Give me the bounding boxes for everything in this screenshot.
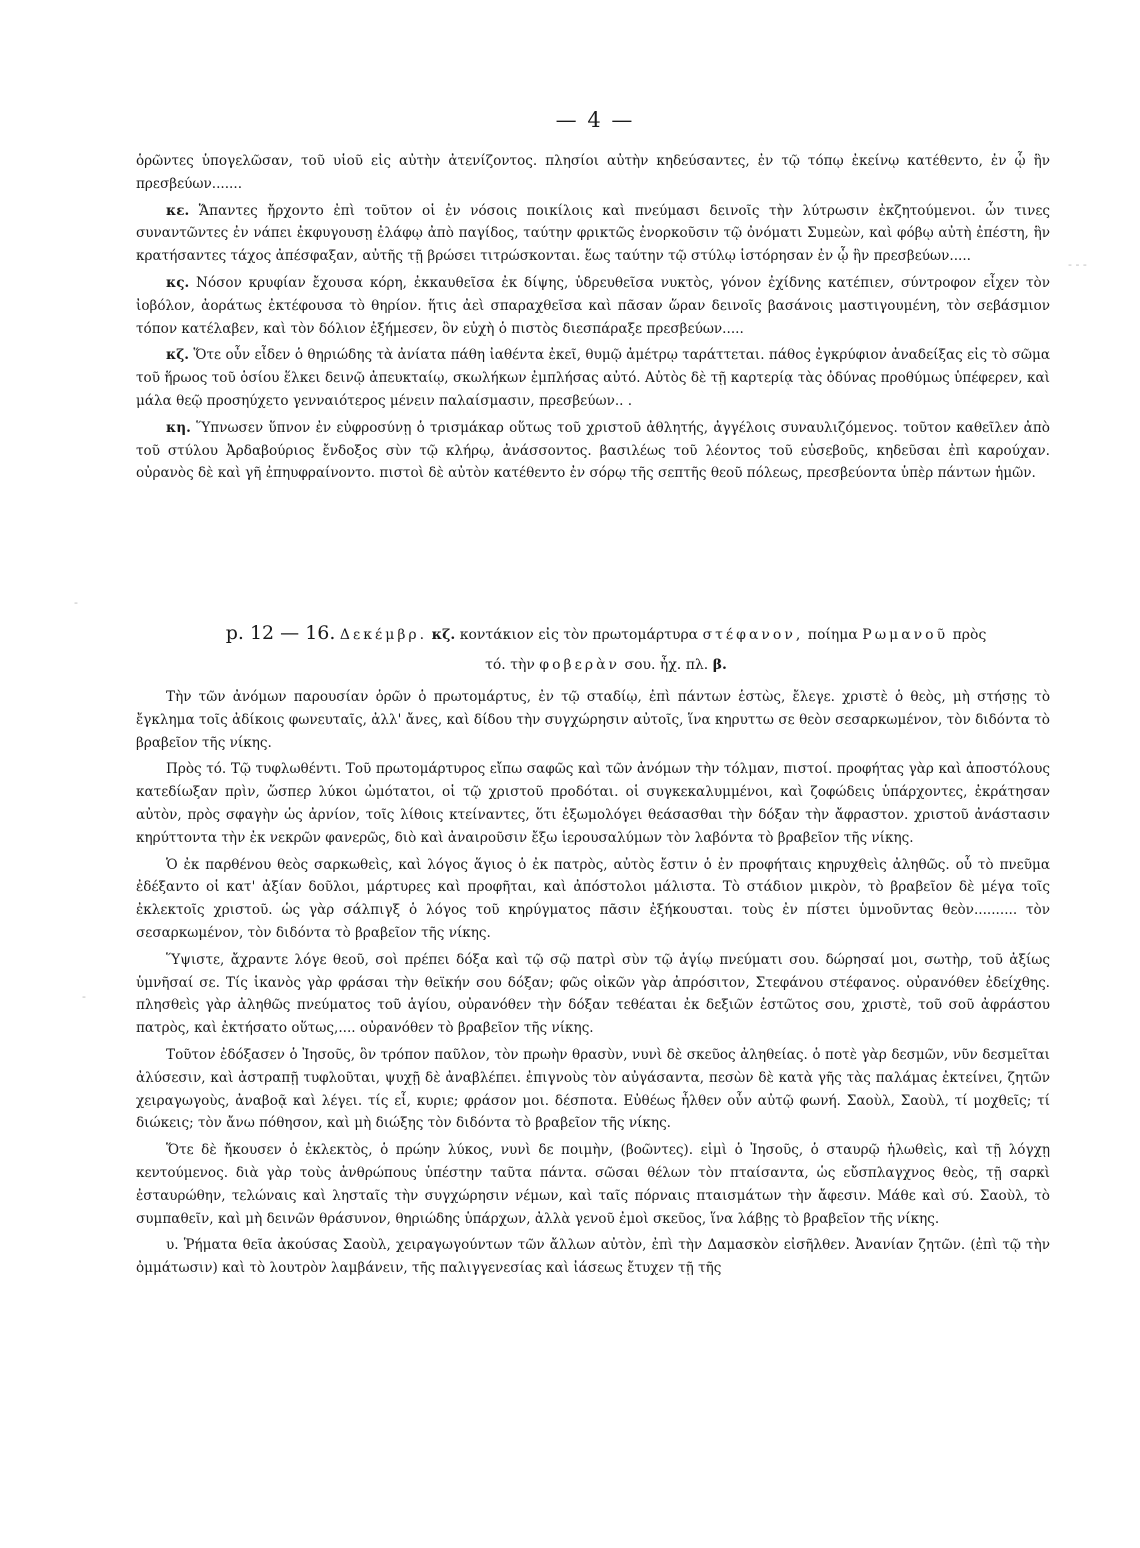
model-hymn: φοβερὰν	[539, 657, 621, 673]
heading-line-one	[176, 618, 1036, 650]
stanza: υ. Ῥήματα θεῖα ἀκούσας Σαοὺλ, χειραγωγούντων τῶν ἄλλων αὐτὸν, ἐπὶ τὴν Δαμασκὸν εἰσῆλθεν. Ἀνανίαν ζητῶν. (ἐπὶ τῷ τὴν ὀμμάτωσιν) καὶ τὸ λουτρὸν λαμβάνειν, τῆς παλιγγενεσίας καὶ ἰάσεως ἔτυχεν τῇ τῆς	[136, 1237, 1050, 1277]
tone-number: β.	[712, 657, 727, 673]
paragraph-ks	[136, 272, 1050, 340]
paragraph-ke	[136, 200, 1050, 268]
paragraph-kh	[136, 417, 1050, 485]
page-reference: p. 12 — 16.	[225, 622, 336, 644]
stanza: Ὁ ἐκ παρθένου θεὸς σαρκωθεὶς, καὶ λόγος ἅγιος ὁ ἐκ πατρὸς, αὐτὸς ἔστιν ὁ ἐν προφήταις κηρυχθεὶς ἀληθῶς. οὗ τὸ πνεῦμα ἐδέξαντο οἱ κατ' ἀξίαν δοῦλοι, μάρτυρες καὶ προφῆται, καὶ ἀπόστολοι μάλιστα. Τὸ στάδιον μικρὸν, τὸ βραβεῖον δὲ μέγα τοῖς ἐκλεκτοῖς χριστοῦ. ὡς γὰρ σάλπιγξ ὁ λόγος τοῦ κηρύγματος πᾶσιν ἐξήκουσται. τοὺς ἐν πίστει ὑμνοῦντας θεὸν.......... τὸν σεσαρκωμένον, τὸν διδόντα τὸ βραβεῖον τῆς νίκης.	[136, 856, 1050, 941]
day-number: κζ.	[431, 627, 456, 643]
stanza: Ὕψιστε, ἄχραντε λόγε θεοῦ, σοὶ πρέπει δόξα καὶ τῷ σῷ πατρὶ σὺν τῷ ἁγίῳ πνεύματι σου. δώρησαί μοι, σωτὴρ, τοῦ ἀξίως ὑμνῆσαί σε. Τίς ἱκανὸς γὰρ φράσαι τὴν θεϊκήν σου δόξαν; φῶς οἰκῶν γὰρ ἀπρόσιτον, Στεφάνου στέφανος. οὐρανόθεν ἐδείχθης. πλησθεὶς γὰρ ἀληθῶς πνεύματος τοῦ ἁγίου, οὐρανόθεν τὴν δόξαν τεθέαται ἐκ δεξιῶν ἑστῶτος σου, χριστὲ, τοῦ σοῦ ἀφράστου πατρὸς, καὶ ἐκτήσατο οὕτως,.... οὐρανόθεν τὸ βραβεῖον τῆς νίκης.	[136, 951, 1050, 1037]
paragraph-number: κζ.	[166, 347, 189, 364]
stanza: Ὅτε δὲ ἤκουσεν ὁ ἐκλεκτὸς, ὁ πρώην λύκος, νυνὶ δε ποιμὴν, (βοῶντες). εἰμὶ ὁ Ἰησοῦς, ὁ σταυρῷ ἡλωθεὶς, καὶ τῇ λόγχῃ κεντούμενος. διὰ γὰρ τοὺς ἀνθρώπους ὑπέστην ταῦτα πάντα. σῶσαι θέλων τὸν πταίσαντα, ὡς εὔσπλαγχνος θεὸς, τῇ σαρκὶ ἐσταυρώθην, τελώναις καὶ λησταῖς τὴν συγχώρησιν νέμων, καὶ ταῖς πόρναις πταισμάτων τὴν ἄφεσιν. Μάθε καὶ σύ. Σαοὺλ, τὸ συμπαθεῖν, καὶ μὴ δεινῶν θράσυνον, θηριώδης ὑπάρχων, ἀλλὰ γενοῦ ἐμοὶ σκεῦος, ἵνα λάβῃς τὸ βραβεῖον τῆς νίκης.	[136, 1142, 1050, 1227]
author-name: Ρωμανοῦ	[862, 627, 949, 643]
section-two	[136, 686, 1050, 1284]
heading-text-c: πρὸς	[952, 627, 987, 643]
margin-mark: -	[74, 596, 78, 609]
heading-line-two	[176, 650, 1036, 680]
heading-line2-b: σου. ἦχ. πλ.	[624, 657, 709, 673]
paragraph-number: κε.	[166, 202, 190, 219]
paragraph-number: κη.	[166, 419, 191, 436]
paragraph-text: Νόσον κρυφίαν ἔχουσα κόρη, ἐκκαυθεῖσα ἐκ δίψης, ὑδρευθεῖσα νυκτὸς, γόνον ἐχίδνης κατέπιεν, σύντροφον εἶχεν τὸν ἰοβόλον, ἀοράτως ἐκτέφουσα τὸ θηρίον. ἥτις ἀεὶ σπαραχθεῖσα καὶ πᾶσαν ὥραν δεινοῖς βασάνοις μαστιγουμένη, τὸν σεβάσμιον τόπον κατέλαβεν, καὶ τὸν δόλιον ἐξήμεσεν, ὃν εὐχὴ ὁ πιστὸς διεσπάραξε πρεσβεύων.....	[136, 274, 1050, 337]
heading-text-b: ποίημα	[807, 627, 858, 643]
page-number: — 4 —	[555, 108, 635, 132]
stanza: Τοῦτον ἐδόξασεν ὁ Ἰησοῦς, ὃν τρόπον παῦλον, τὸν πρωὴν θρασὺν, νυνὶ δὲ σκεῦος ἀληθείας. ὁ ποτὲ γὰρ δεσμῶν, νῦν δεσμεῖται ἀλύσεσιν, καὶ ἀστραπῇ τυφλοῦται, ψυχῇ δὲ ἀναβλέπει. ἐπιγνοὺς τὸν αὐγάσαντα, πεσὼν δὲ κατὰ γῆς τὰς παλάμας ἐκτείνει, ζητῶν χειραγωγοὺς, ἀναβοᾷ καὶ λέγει. τίς εἶ, κυριε; φράσον μοι. δέσποτα. Εὐθέως ἦλθεν οὖν αὐτῷ φωνή. Σαοὺλ, Σαοὺλ, τί μοχθεῖς; τί διώκεις; τὸν ἄνω πόθησον, καὶ μὴ διώξης τὸν διδόντα τὸ βραβεῖον τῆς νίκης.	[136, 1046, 1050, 1132]
stanza: Τὴν τῶν ἀνόμων παρουσίαν ὁρῶν ὁ πρωτομάρτυς, ἐν τῷ σταδίῳ, ἐπὶ πάντων ἑστὼς, ἔλεγε. χριστὲ ὁ θεὸς, μὴ στήσῃς τὸ ἔγκλημα τοῖς ἀδίκοις φωνευταῖς, ἀλλ' ἄνες, καὶ δίδου τὴν συγχώρησιν αὐτοῖς, ἵνα κηρυττω σε θεὸν σεσαρκωμένον, τὸν διδόντα τὸ βραβεῖον τῆς νίκης.	[136, 689, 1050, 751]
month: Δεκέμβρ.	[339, 627, 428, 643]
heading-text-a: κοντάκιον εἰς τὸν πρωτομάρτυρα	[459, 627, 699, 643]
paragraph-number: κς.	[166, 274, 190, 291]
paragraph-kz	[136, 344, 1050, 412]
section-one	[136, 150, 1050, 489]
saint-name: στέφανον,	[702, 627, 804, 643]
heading-line2-a: τό. τὴν	[485, 657, 535, 673]
margin-mark: -	[82, 990, 86, 1003]
paragraph-text: Ὅτε οὖν εἶδεν ὁ θηριώδης τὰ ἀνίατα πάθη ἰαθέντα ἐκεῖ, θυμῷ ἀμέτρῳ ταράττεται. πάθος ἐγκρύφιον ἀναδείξας εἰς τὸ σῶμα τοῦ ἥρωος τοῦ ὁσίου ἕλκει δεινῷ ἀπευκταίῳ, σκωλήκων ἐμπλήσας αὐτό. Αὐτὸς δὲ τῇ καρτερίᾳ τὰς ὀδύνας προθύμως ὑπέφερεν, καὶ μάλα θεῷ προσηύχετο γενναιότερος μένειν παλαίσμασιν, πρεσβεύων.. .	[136, 347, 1051, 409]
opening-line: ὁρῶντες ὑπογελῶσαν, τοῦ υἱοῦ εἰς αὐτὴν ἀτενίζοντος. πλησίοι αὐτὴν κηδεύσαντες, ἐν τῷ τόπῳ ἐκείνῳ κατέθεντο, ἐν ᾧ ἣν πρεσβεύων.......	[136, 153, 1050, 192]
paragraph-text: Ὕπνωσεν ὕπνον ἐν εὐφροσύνῃ ὁ τρισμάκαρ οὕτως τοῦ χριστοῦ ἀθλητής, ἀγγέλοις συναυλιζόμενος. τοῦτον καθεῖλεν ἀπὸ τοῦ στύλου Ἀρδαβούριος ἔνδοξος σὺν τῷ κλήρῳ, ἀνάσσοντος. βασιλέως τοῦ λέοντος τοῦ εὐσεβοῦς, κηδεῦσαι ἐπὶ καρούχαν. οὐρανὸς δὲ καὶ γῆ ἐπηυφραίνοντο. πιστοὶ δὲ αὐτὸν κατέθεντο ἐν σόρῳ τῆς σεπτῆς θεοῦ πόλεως, πρεσβεύοντα ὑπὲρ πάντων ἡμῶν.	[136, 419, 1050, 482]
paragraph-text: Ἅπαντες ἤρχοντο ἐπὶ τοῦτον οἱ ἐν νόσοις ποικίλοις καὶ πνεύμασι δεινοῖς τὴν λύτρωσιν ἐκζητούμενοι. ὧν τινες συναντῶντες ἐν νάπει ἐκφυγουσῃ ἐλάφῳ ἀπὸ παγίδος, ταύτην φρικτῶς ἐνορκοῦσιν τῷ ὀνόματι Συμεὼν, καὶ φόβῳ αὐτὴ ἐπέστη, ἣν κρατήσαντες τάχος ἀπέσφαξαν, αὐτῆς τῇ βρώσει τιτρώσκονται. ἕως ταύτην τῷ στύλῳ ἱστόρησαν ἐν ᾧ ἣν πρεσβεύων.....	[136, 202, 1050, 265]
stanza: Πρὸς τό. Τῷ τυφλωθέντι. Τοῦ πρωτομάρτυρος εἴπω σαφῶς καὶ τῶν ἀνόμων τὴν τόλμαν, πιστοί. προφήτας γὰρ καὶ ἀποστόλους κατεδίωξαν πρὶν, ὥσπερ λύκοι ὠμότατοι, οἱ τῷ χριστοῦ προδόται. οἱ συγκεκαλυμμένοι, καὶ ζοφώδεις ὑπάρχοντες, ἐκράτησαν αὐτὸν, πρὸς σφαγὴν ὡς ἀρνίον, τοῖς λίθοις κτείναντες, ὅτι ἐξωμολόγει θεάσασθαι τὴν δόξαν τὴν ἄφραστον. χριστοῦ ἀνάστασιν κηρύττοντα τὴν ἐκ νεκρῶν φανερῶς, διὸ καὶ ἀναιροῦσιν ἔξω ἱερουσαλύμων τὸν λαβόντα τὸ βραβεῖον τῆς νίκης.	[136, 761, 1050, 846]
margin-mark: - - -	[1068, 258, 1087, 271]
section-heading	[176, 618, 1036, 680]
